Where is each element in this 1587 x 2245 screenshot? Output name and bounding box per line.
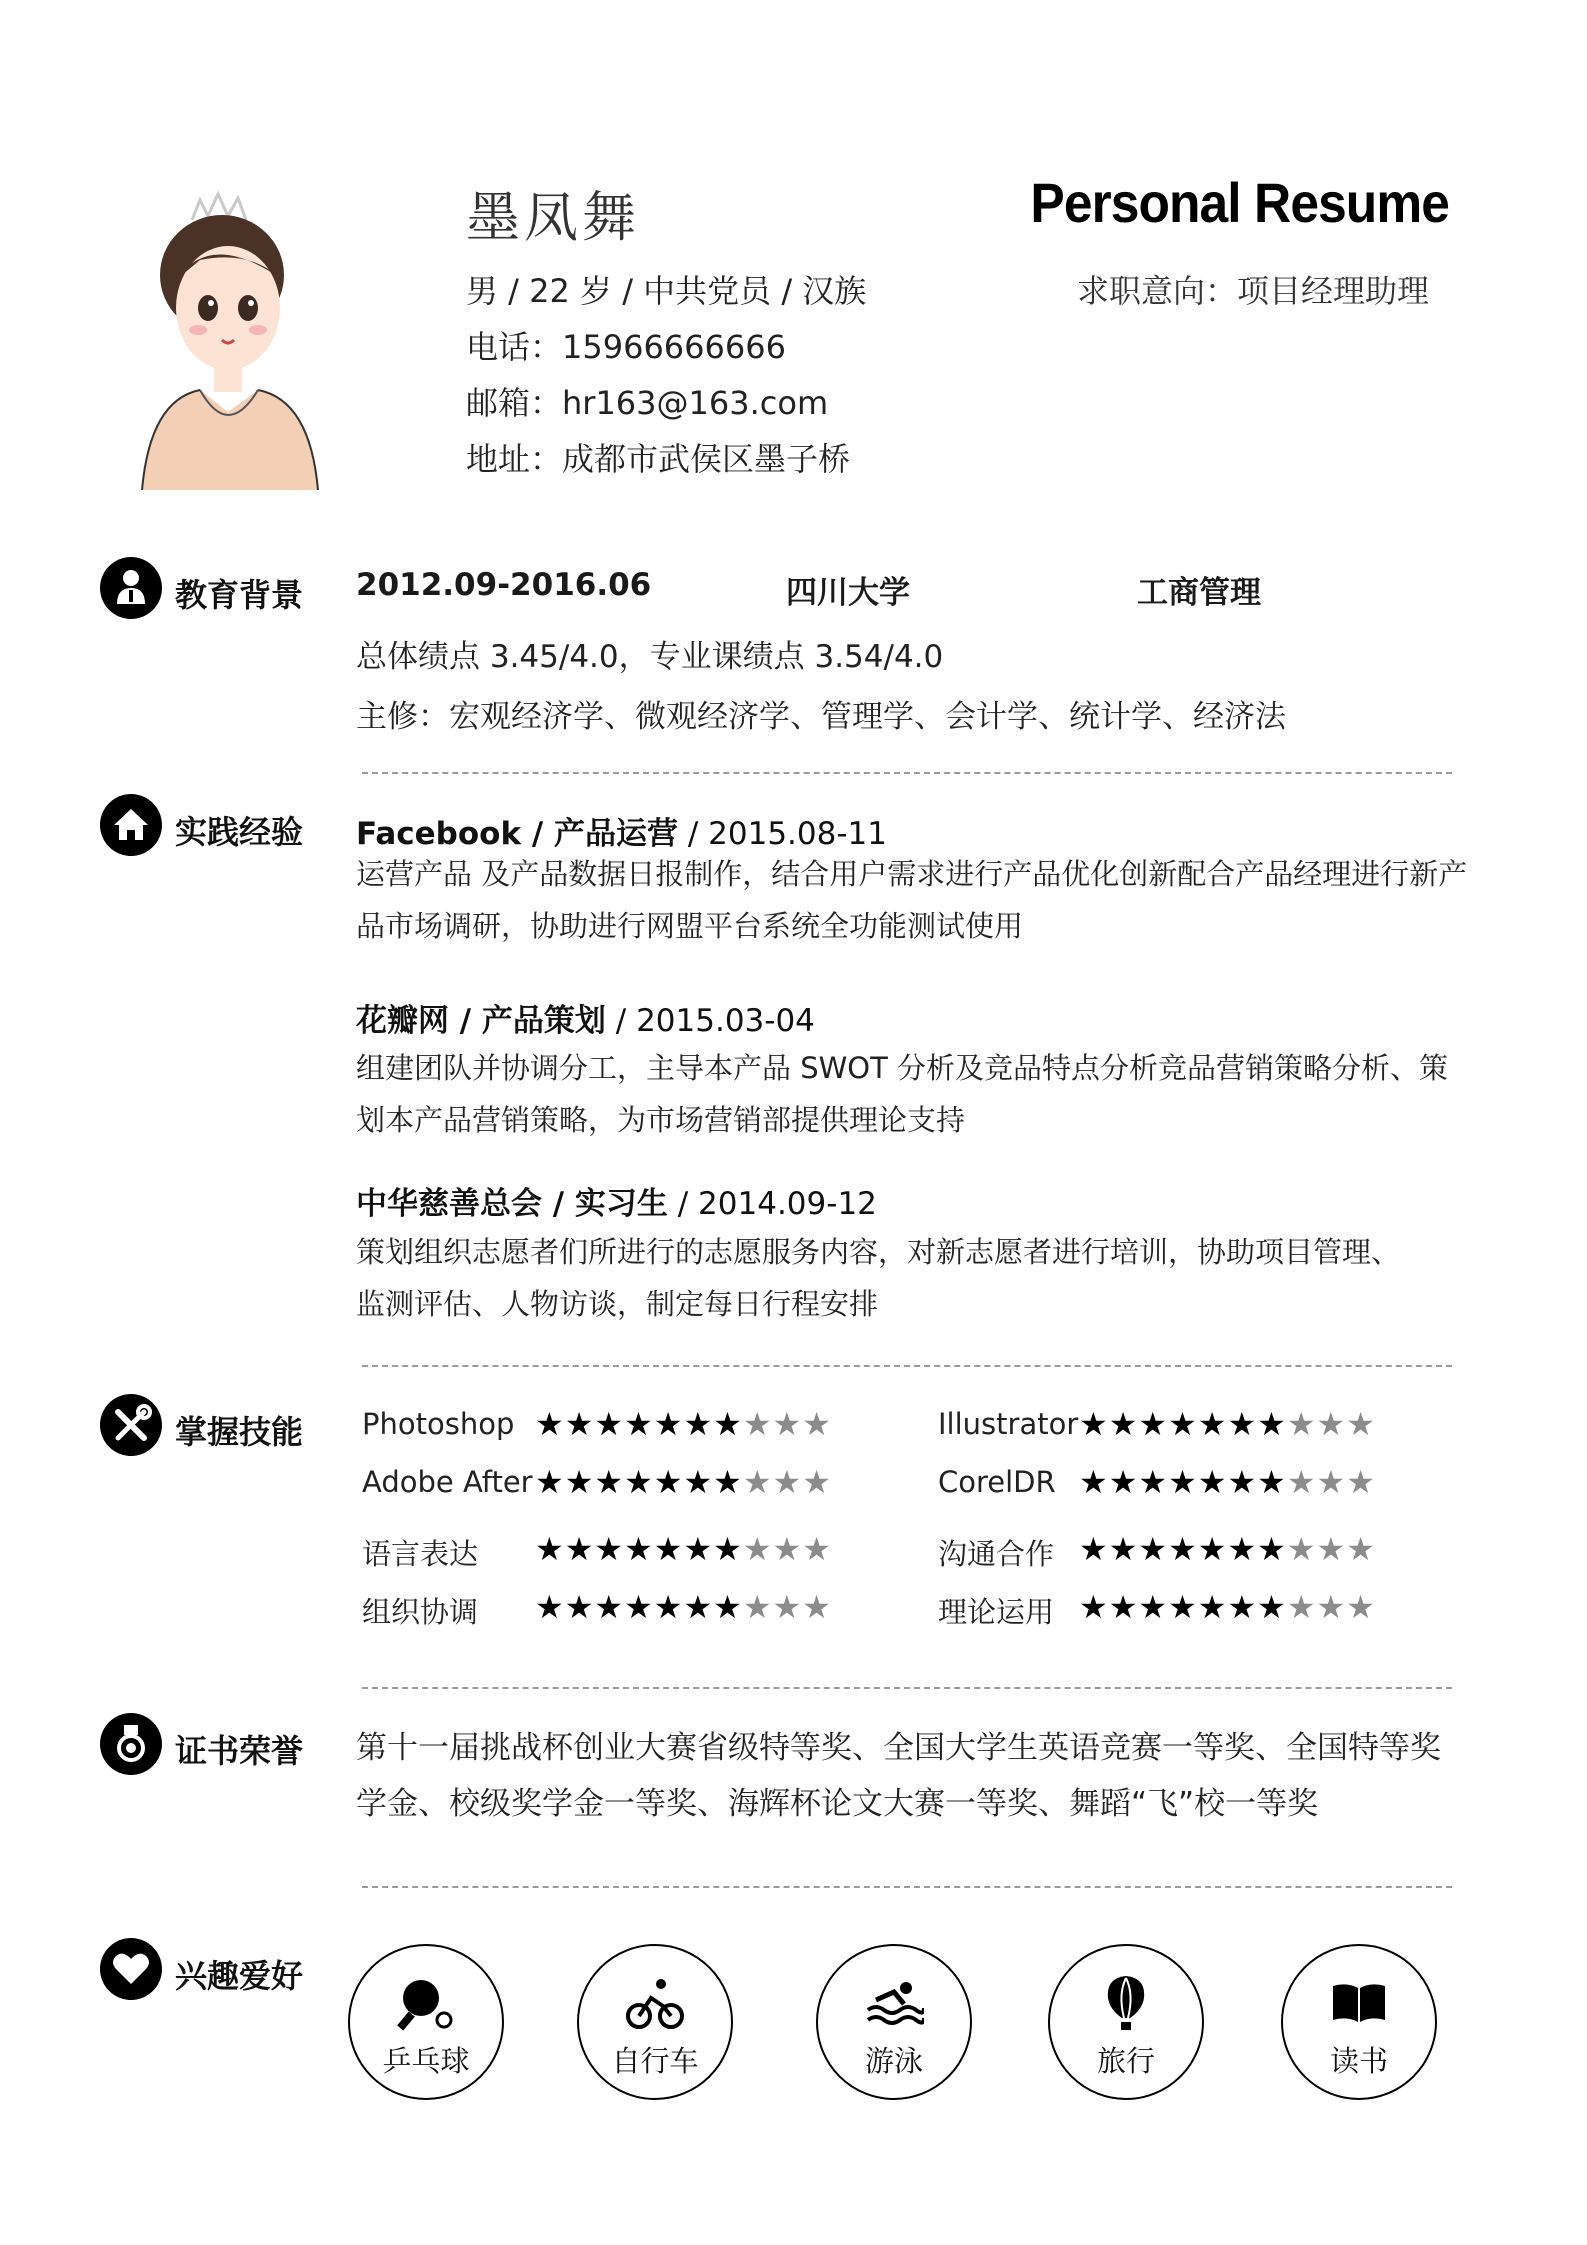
star-filled-icon: ★ xyxy=(1168,1405,1198,1443)
star-filled-icon: ★ xyxy=(535,1588,565,1626)
job-description: 组建团队并协调分工，主导本产品 SWOT 分析及竞品特点分析竞品营销策略分析、策划本产品营销策略，为市场营销部提供理论支持 xyxy=(356,1051,1449,1137)
hobby-label: 旅行 xyxy=(1096,2044,1155,2078)
resume-title: Personal Resume xyxy=(1030,171,1449,234)
hobbies-icon xyxy=(100,1938,162,2000)
hobby-reading xyxy=(1281,1944,1437,2100)
skill-name: Photoshop xyxy=(362,1407,515,1441)
ping-pong-icon xyxy=(396,1974,456,2034)
hobby-label: 自行车 xyxy=(611,2044,699,2078)
star-filled-icon: ★ xyxy=(624,1463,654,1501)
star-filled-icon: ★ xyxy=(535,1530,565,1568)
star-filled-icon: ★ xyxy=(535,1405,565,1443)
skill-name: Adobe After xyxy=(362,1465,533,1499)
star-empty-icon: ★ xyxy=(1286,1588,1317,1626)
skills-icon xyxy=(100,1394,162,1456)
star-empty-icon: ★ xyxy=(802,1405,832,1443)
skill-rating xyxy=(535,1530,832,1568)
hobby-travel xyxy=(1048,1944,1204,2100)
star-filled-icon: ★ xyxy=(653,1530,684,1568)
star-empty-icon: ★ xyxy=(1286,1530,1317,1568)
star-filled-icon: ★ xyxy=(1197,1405,1228,1443)
star-filled-icon: ★ xyxy=(653,1588,684,1626)
star-filled-icon: ★ xyxy=(1197,1463,1228,1501)
star-filled-icon: ★ xyxy=(653,1463,684,1501)
skill-rating xyxy=(535,1588,832,1626)
education-school: 四川大学 xyxy=(786,575,910,611)
skill-name: 语言表达 xyxy=(362,1537,479,1571)
experience-icon xyxy=(100,794,162,856)
star-filled-icon: ★ xyxy=(564,1463,595,1501)
swimming-icon xyxy=(864,1974,924,2034)
hobby-label: 乒乓球 xyxy=(382,2044,470,2078)
skill-rating xyxy=(535,1405,832,1443)
star-empty-icon: ★ xyxy=(1316,1405,1347,1443)
education-gpa: 总体绩点 3.45/4.0，专业课绩点 3.54/4.0 xyxy=(356,639,944,675)
job-title xyxy=(356,808,887,853)
hobby-bicycle xyxy=(577,1944,733,2100)
job-date: / 2014.09-12 xyxy=(667,1186,877,1222)
book-icon xyxy=(1329,1974,1389,2034)
star-empty-icon: ★ xyxy=(1316,1588,1347,1626)
bicycle-icon xyxy=(625,1974,685,2034)
star-empty-icon: ★ xyxy=(742,1405,773,1443)
star-filled-icon: ★ xyxy=(1079,1405,1109,1443)
experience-title: 实践经验 xyxy=(175,813,304,851)
job-org: Facebook / 产品运营 xyxy=(356,816,678,852)
star-filled-icon: ★ xyxy=(1168,1463,1198,1501)
star-filled-icon: ★ xyxy=(1257,1463,1287,1501)
hobby-label: 读书 xyxy=(1329,2044,1388,2078)
star-empty-icon: ★ xyxy=(802,1588,832,1626)
job-title xyxy=(356,995,815,1040)
star-filled-icon: ★ xyxy=(1257,1588,1287,1626)
divider xyxy=(362,1886,1452,1888)
job-date: / 2015.08-11 xyxy=(678,816,887,852)
star-filled-icon: ★ xyxy=(624,1405,654,1443)
star-filled-icon: ★ xyxy=(1138,1405,1169,1443)
star-filled-icon: ★ xyxy=(683,1405,714,1443)
star-filled-icon: ★ xyxy=(713,1405,743,1443)
star-empty-icon: ★ xyxy=(1286,1463,1317,1501)
divider xyxy=(362,1687,1452,1689)
education-courses: 主修：宏观经济学、微观经济学、管理学、会计学、统计学、经济法 xyxy=(356,699,1286,735)
star-filled-icon: ★ xyxy=(1108,1530,1139,1568)
job-org: 中华慈善总会 / 实习生 xyxy=(356,1186,668,1222)
star-empty-icon: ★ xyxy=(1316,1463,1347,1501)
hobby-ping-pong xyxy=(348,1944,504,2100)
star-empty-icon: ★ xyxy=(1346,1405,1376,1443)
certificates-icon xyxy=(100,1713,162,1775)
skill-rating xyxy=(1079,1588,1376,1626)
star-filled-icon: ★ xyxy=(1197,1530,1228,1568)
hobby-label: 游泳 xyxy=(864,2044,923,2078)
star-filled-icon: ★ xyxy=(594,1588,625,1626)
email: 邮箱：hr163@163.com xyxy=(466,384,829,422)
star-empty-icon: ★ xyxy=(742,1463,773,1501)
star-empty-icon: ★ xyxy=(742,1588,773,1626)
star-filled-icon: ★ xyxy=(564,1530,595,1568)
divider xyxy=(362,1365,1452,1367)
star-filled-icon: ★ xyxy=(683,1463,714,1501)
star-empty-icon: ★ xyxy=(772,1405,803,1443)
star-filled-icon: ★ xyxy=(624,1588,654,1626)
skill-name: CorelDR xyxy=(938,1465,1056,1499)
hot-air-balloon-icon xyxy=(1096,1974,1156,2034)
skill-rating xyxy=(535,1463,832,1501)
education-title: 教育背景 xyxy=(175,576,304,614)
star-filled-icon: ★ xyxy=(564,1405,595,1443)
star-filled-icon: ★ xyxy=(1079,1530,1109,1568)
job-date: / 2015.03-04 xyxy=(605,1003,815,1039)
certificates-text: 第十一届挑战杯创业大赛省级特等奖、全国大学生英语竞赛一等奖、全国特等奖学金、校级奖学金一等奖、海辉杯论文大赛一等奖、舞蹈“飞”校一等奖 xyxy=(356,1730,1441,1822)
star-filled-icon: ★ xyxy=(713,1463,743,1501)
hobbies-title: 兴趣爱好 xyxy=(175,1957,304,1995)
star-empty-icon: ★ xyxy=(772,1530,803,1568)
star-filled-icon: ★ xyxy=(564,1588,595,1626)
star-filled-icon: ★ xyxy=(1138,1463,1169,1501)
star-filled-icon: ★ xyxy=(1227,1405,1258,1443)
education-icon xyxy=(100,557,162,619)
star-empty-icon: ★ xyxy=(1346,1588,1376,1626)
star-filled-icon: ★ xyxy=(1227,1530,1258,1568)
hobby-swimming xyxy=(816,1944,972,2100)
skill-name: 组织协调 xyxy=(362,1595,479,1629)
star-filled-icon: ★ xyxy=(1168,1588,1198,1626)
star-filled-icon: ★ xyxy=(1197,1588,1228,1626)
star-empty-icon: ★ xyxy=(1316,1530,1347,1568)
star-filled-icon: ★ xyxy=(594,1405,625,1443)
star-filled-icon: ★ xyxy=(1079,1588,1109,1626)
star-filled-icon: ★ xyxy=(1257,1530,1287,1568)
job-title xyxy=(356,1178,877,1223)
skill-name: 理论运用 xyxy=(938,1595,1055,1629)
star-empty-icon: ★ xyxy=(742,1530,773,1568)
star-filled-icon: ★ xyxy=(1138,1530,1169,1568)
star-empty-icon: ★ xyxy=(1346,1463,1376,1501)
education-major: 工商管理 xyxy=(1137,575,1261,611)
star-filled-icon: ★ xyxy=(683,1588,714,1626)
star-filled-icon: ★ xyxy=(1079,1463,1109,1501)
basic-info: 男 / 22 岁 / 中共党员 / 汉族 xyxy=(466,272,867,310)
candidate-name: 墨凤舞 xyxy=(466,186,640,249)
star-empty-icon: ★ xyxy=(772,1463,803,1501)
star-filled-icon: ★ xyxy=(653,1405,684,1443)
phone: 电话：15966666666 xyxy=(466,328,786,366)
skill-rating xyxy=(1079,1463,1376,1501)
divider xyxy=(362,772,1452,774)
star-filled-icon: ★ xyxy=(713,1530,743,1568)
star-filled-icon: ★ xyxy=(1108,1405,1139,1443)
star-filled-icon: ★ xyxy=(1257,1405,1287,1443)
star-filled-icon: ★ xyxy=(1227,1588,1258,1626)
avatar xyxy=(140,190,330,490)
job-org: 花瓣网 / 产品策划 xyxy=(356,1003,606,1039)
skill-rating xyxy=(1079,1530,1376,1568)
skill-rating xyxy=(1079,1405,1376,1443)
star-empty-icon: ★ xyxy=(802,1530,832,1568)
star-filled-icon: ★ xyxy=(713,1588,743,1626)
star-filled-icon: ★ xyxy=(1227,1463,1258,1501)
star-filled-icon: ★ xyxy=(624,1530,654,1568)
star-filled-icon: ★ xyxy=(1138,1588,1169,1626)
skills-title: 掌握技能 xyxy=(175,1413,304,1451)
star-filled-icon: ★ xyxy=(535,1463,565,1501)
star-empty-icon: ★ xyxy=(1286,1405,1317,1443)
skill-name: Illustrator xyxy=(938,1407,1079,1441)
job-description: 策划组织志愿者们所进行的志愿服务内容，对新志愿者进行培训，协助项目管理、监测评估、人物访谈，制定每日行程安排 xyxy=(356,1235,1401,1321)
job-intent: 求职意向：项目经理助理 xyxy=(1077,272,1430,310)
star-empty-icon: ★ xyxy=(1346,1530,1376,1568)
address: 地址：成都市武侯区墨子桥 xyxy=(466,440,851,478)
education-period: 2012.09-2016.06 xyxy=(356,567,652,603)
star-filled-icon: ★ xyxy=(1108,1588,1139,1626)
star-empty-icon: ★ xyxy=(772,1588,803,1626)
certificates-title: 证书荣誉 xyxy=(175,1732,304,1770)
star-filled-icon: ★ xyxy=(683,1530,714,1568)
star-filled-icon: ★ xyxy=(1168,1530,1198,1568)
job-description: 运营产品 及产品数据日报制作，结合用户需求进行产品优化创新配合产品经理进行新产品市场调研，协助进行网盟平台系统全功能测试使用 xyxy=(356,857,1468,943)
star-empty-icon: ★ xyxy=(802,1463,832,1501)
star-filled-icon: ★ xyxy=(594,1463,625,1501)
skill-name: 沟通合作 xyxy=(938,1537,1055,1571)
star-filled-icon: ★ xyxy=(594,1530,625,1568)
star-filled-icon: ★ xyxy=(1108,1463,1139,1501)
